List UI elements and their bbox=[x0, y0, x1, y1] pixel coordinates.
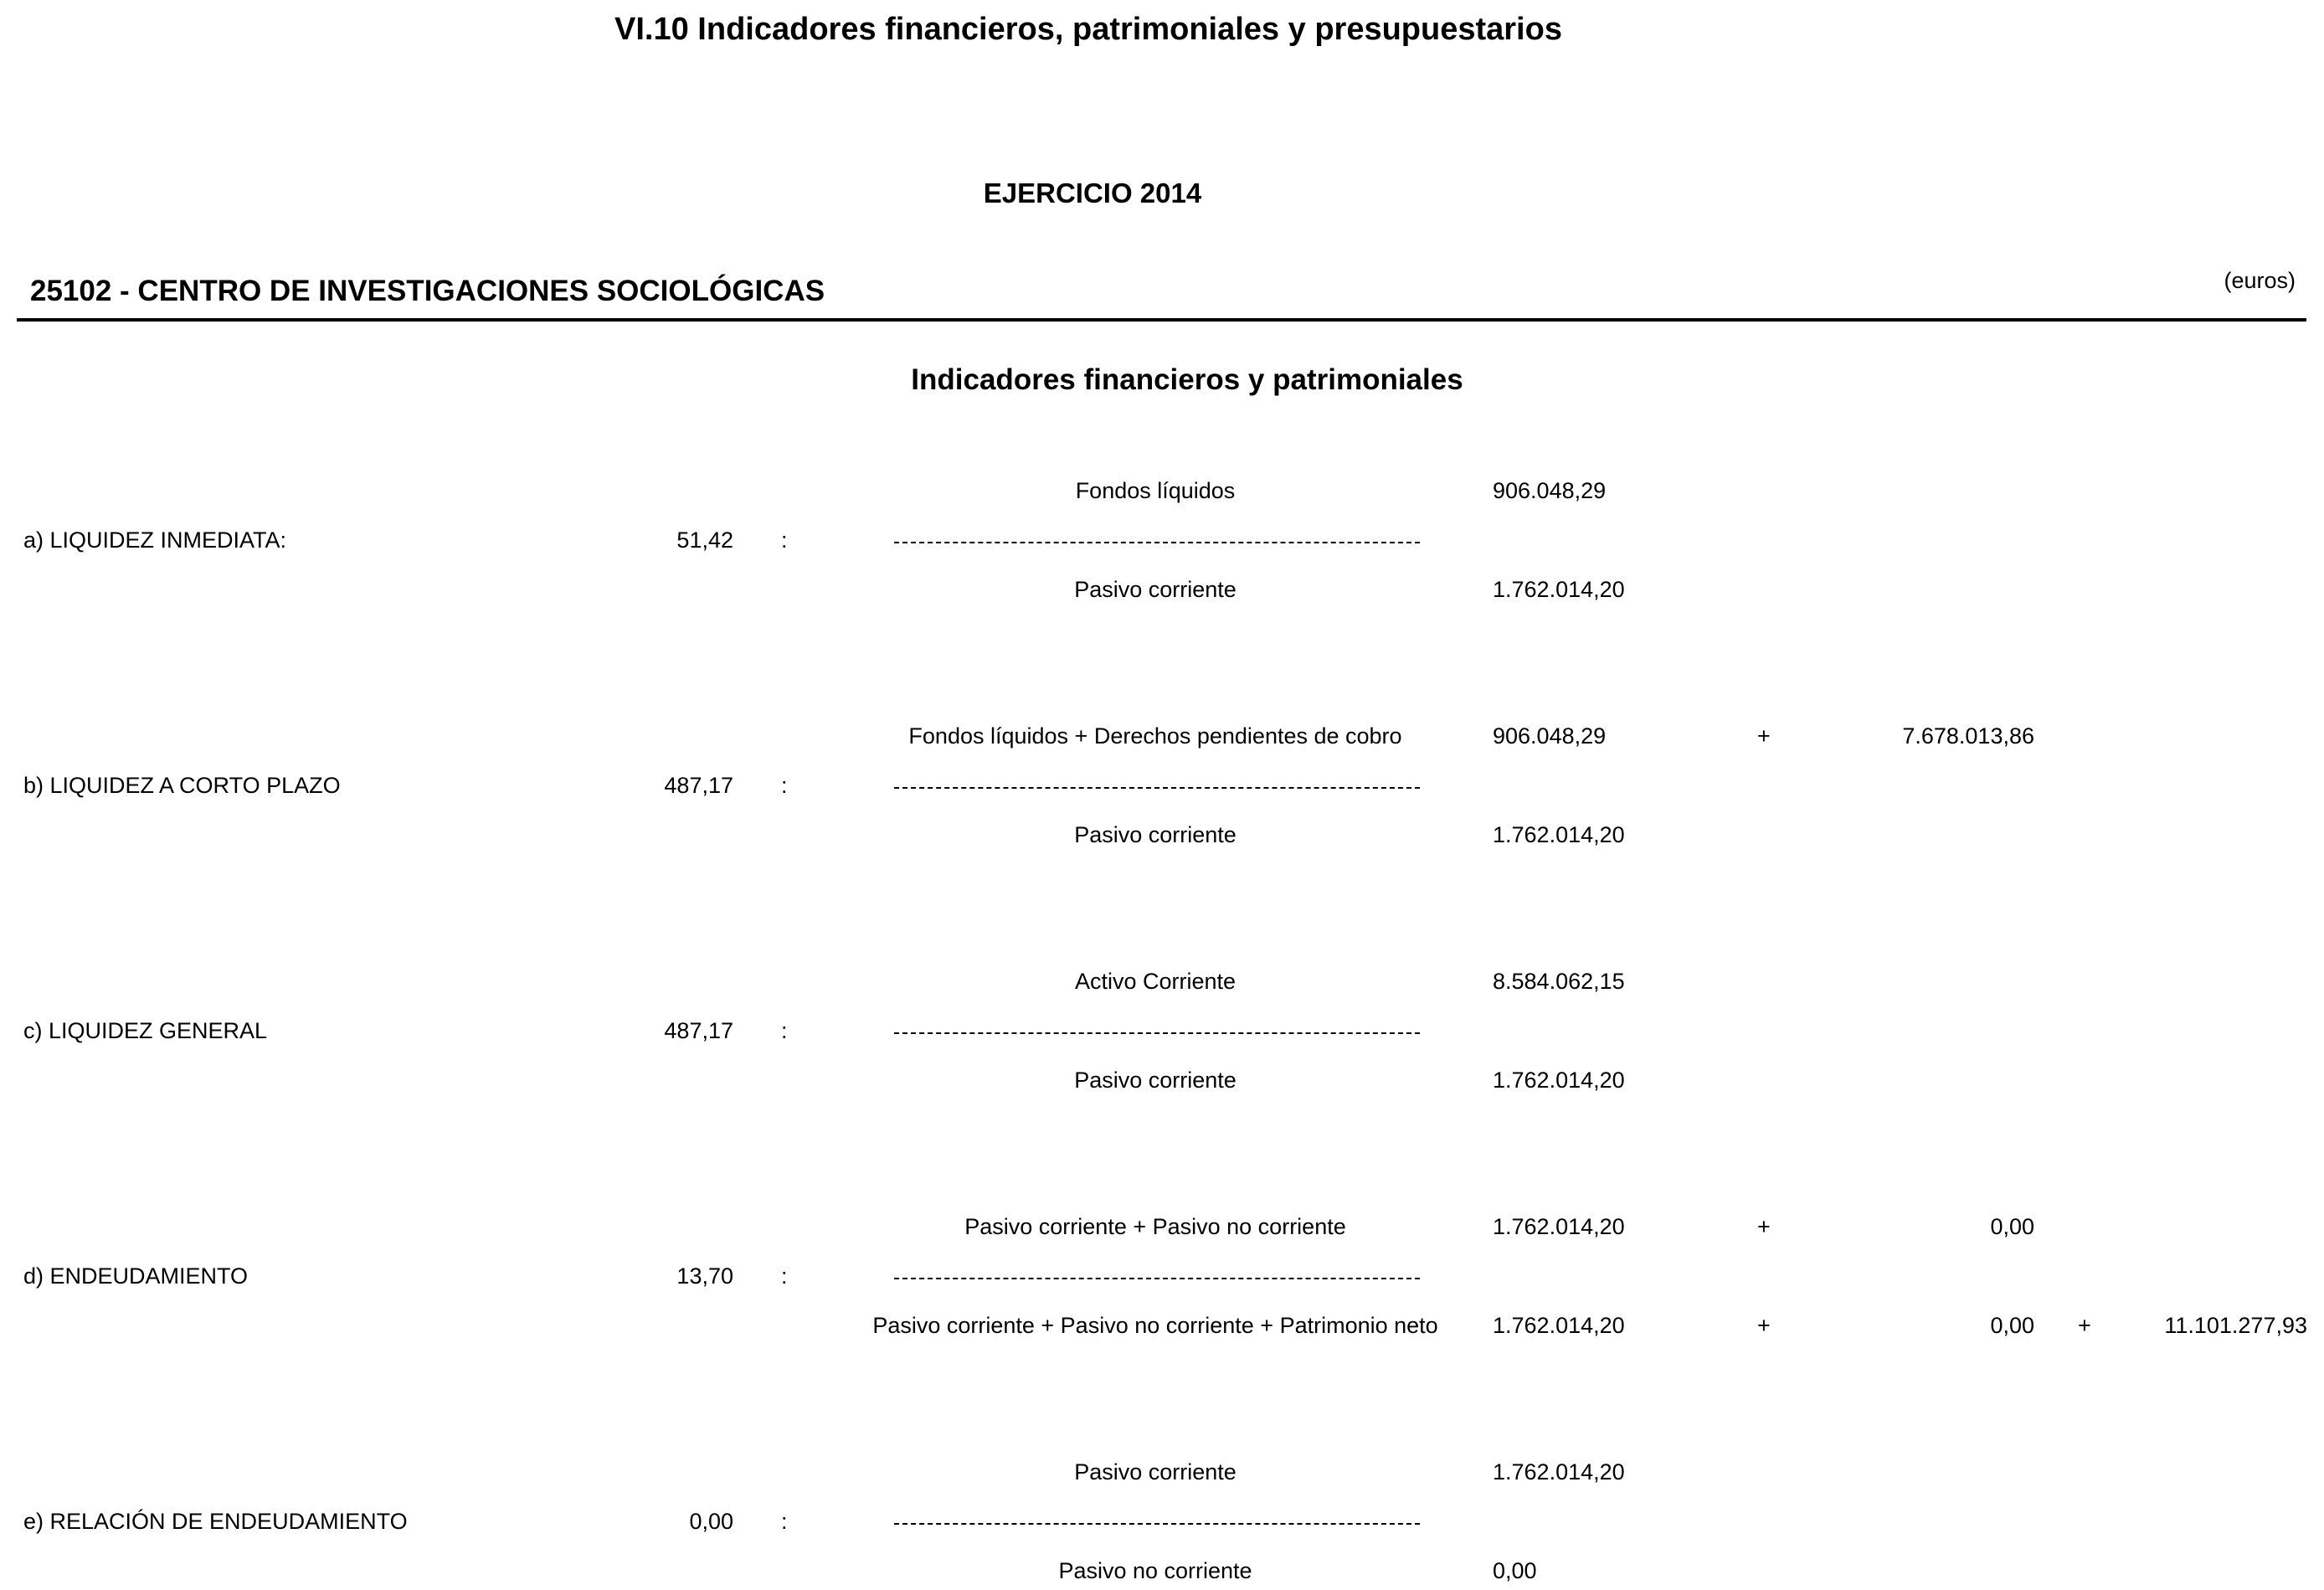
fraction-line bbox=[894, 1278, 1420, 1279]
denominator-amount-1: 1.762.014,20 bbox=[1493, 1313, 1625, 1338]
denominator-operator-2: + bbox=[2078, 1313, 2091, 1338]
denominator-amount-2: 0,00 bbox=[1990, 1313, 2034, 1338]
indicator-label: a) LIQUIDEZ INMEDIATA: bbox=[23, 527, 287, 553]
indicator-value: 51,42 bbox=[676, 527, 733, 553]
denominator-formula: Pasivo corriente + Pasivo no corriente + Patrimonio neto bbox=[872, 1313, 1438, 1338]
fraction-line bbox=[894, 1032, 1420, 1034]
numerator-formula: Fondos líquidos bbox=[1075, 478, 1236, 503]
numerator-amount-1: 1.762.014,20 bbox=[1493, 1214, 1625, 1239]
numerator-amount-2: 0,00 bbox=[1990, 1214, 2034, 1239]
header-divider bbox=[17, 318, 2306, 322]
denominator-formula: Pasivo corriente bbox=[1074, 1068, 1237, 1093]
numerator-operator-1: + bbox=[1757, 1214, 1771, 1239]
numerator-operator-1: + bbox=[1757, 723, 1771, 749]
indicator-colon: : bbox=[781, 527, 788, 553]
indicator-value: 487,17 bbox=[664, 1018, 733, 1043]
indicator-value: 487,17 bbox=[664, 773, 733, 798]
report-title: VI.10 Indicadores financieros, patrimoniales y presupuestarios bbox=[614, 12, 1562, 47]
indicator-colon: : bbox=[781, 1263, 788, 1289]
fraction-line bbox=[894, 787, 1420, 789]
numerator-amount-1: 8.584.062,15 bbox=[1493, 969, 1625, 994]
indicator-label: c) LIQUIDEZ GENERAL bbox=[23, 1018, 268, 1043]
numerator-amount-1: 1.762.014,20 bbox=[1493, 1459, 1625, 1485]
denominator-operator-1: + bbox=[1757, 1313, 1771, 1338]
numerator-amount-1: 906.048,29 bbox=[1493, 478, 1607, 503]
numerator-formula: Activo Corriente bbox=[1074, 969, 1237, 994]
numerator-amount-2: 7.678.013,86 bbox=[1902, 723, 2034, 749]
section-title: Indicadores financieros y patrimoniales bbox=[911, 363, 1463, 396]
denominator-formula: Pasivo corriente bbox=[1074, 822, 1237, 847]
denominator-amount-1: 1.762.014,20 bbox=[1493, 822, 1625, 847]
currency-units: (euros) bbox=[2224, 268, 2296, 293]
fiscal-year: EJERCICIO 2014 bbox=[983, 178, 1202, 208]
indicator-colon: : bbox=[781, 1509, 788, 1534]
entity-name: 25102 - CENTRO DE INVESTIGACIONES SOCIOLÓGICAS bbox=[30, 275, 825, 307]
denominator-amount-1: 1.762.014,20 bbox=[1493, 577, 1625, 602]
fraction-line bbox=[894, 542, 1420, 543]
numerator-formula: Fondos líquidos + Derechos pendientes de cobro bbox=[908, 723, 1402, 749]
numerator-formula: Pasivo corriente bbox=[1074, 1459, 1237, 1485]
denominator-amount-1: 0,00 bbox=[1493, 1558, 1537, 1583]
indicator-label: d) ENDEUDAMIENTO bbox=[23, 1263, 249, 1289]
denominator-amount-1: 1.762.014,20 bbox=[1493, 1068, 1625, 1093]
numerator-formula: Pasivo corriente + Pasivo no corriente bbox=[964, 1214, 1346, 1239]
indicator-label: e) RELACIÓN DE ENDEUDAMIENTO bbox=[23, 1509, 408, 1534]
indicator-value: 0,00 bbox=[689, 1509, 733, 1534]
denominator-formula: Pasivo no corriente bbox=[1058, 1558, 1252, 1583]
fraction-line bbox=[894, 1523, 1420, 1525]
denominator-formula: Pasivo corriente bbox=[1074, 577, 1237, 602]
denominator-amount-3: 11.101.277,93 bbox=[2164, 1313, 2307, 1338]
indicator-colon: : bbox=[781, 1018, 788, 1043]
indicator-value: 13,70 bbox=[676, 1263, 733, 1289]
indicator-colon: : bbox=[781, 773, 788, 798]
numerator-amount-1: 906.048,29 bbox=[1493, 723, 1607, 749]
indicator-label: b) LIQUIDEZ A CORTO PLAZO bbox=[23, 773, 341, 798]
